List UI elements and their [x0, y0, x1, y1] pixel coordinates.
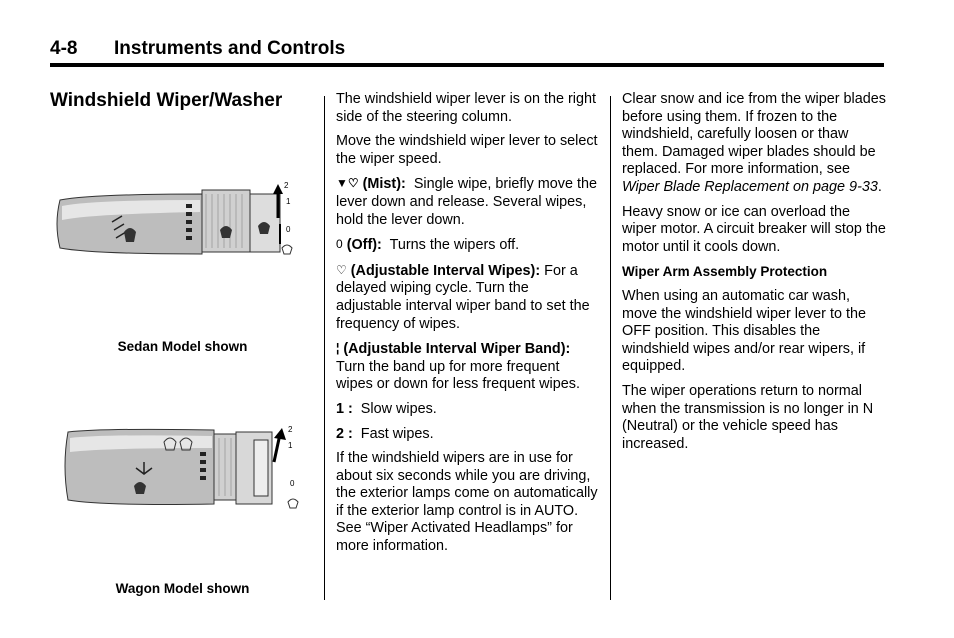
band-item [336, 340, 598, 394]
off-item [336, 236, 598, 255]
return-normal-paragraph: The wiper operations return to normal when the transmission is no longer in N (Neutral) or the vehicle speed has increased. [622, 382, 874, 452]
mist-text: Single wipe, briefly move the lever down and release. Several wipes, hold the lever down. [336, 176, 597, 228]
snow-paragraph [622, 91, 886, 197]
speed-2-item [336, 426, 598, 444]
interval-label: (Adjustable Interval Wipes): [350, 262, 541, 279]
page-header [50, 38, 884, 66]
section-title: Instruments and Controls [114, 38, 346, 59]
speed-1-item [336, 401, 598, 419]
sedan-lever-illustration [52, 182, 302, 264]
interval-item [336, 262, 598, 333]
speed-1-text: Slow wipes. [360, 400, 437, 417]
sedan-caption: Sedan Model shown [117, 339, 248, 354]
mist-icon: ▼♡ [336, 176, 359, 191]
lever-mark-1: 1 [288, 441, 293, 450]
off-icon: 0 [336, 237, 343, 252]
overload-paragraph: Heavy snow or ice can overload the wiper motor. A circuit breaker will stop the motor until it cools down. [622, 203, 886, 255]
band-label: (Adjustable Interval Wiper Band): [343, 341, 571, 358]
lever-mark-2: 2 [288, 425, 293, 434]
right-column [622, 91, 886, 460]
middle-column [336, 91, 598, 563]
lever-mark-1: 1 [286, 197, 291, 206]
cross-reference-link[interactable]: Wiper Blade Replacement on page 9-33 [622, 178, 878, 195]
snow-text: Clear snow and ice from the wiper blades before using them. If frozen to the windshield, carefully loosen or thaw them. Damaged wiper blades should be replaced. For more information, see [622, 91, 886, 178]
page-number: 4-8 [50, 38, 78, 59]
column-divider [610, 96, 611, 600]
car-wash-paragraph: When using an automatic car wash, move the windshield wiper lever to the OFF position. This disables the windshield wipes and/or rear wipers, if equipped. [622, 287, 866, 375]
off-label: (Off): [346, 237, 382, 254]
speed-2-text: Fast wipes. [360, 425, 434, 442]
speed-2-label: 2 : [336, 425, 353, 442]
speed-1-label: 1 : [336, 400, 353, 417]
interval-wipe-icon: ♡ [336, 262, 347, 277]
header-rule [50, 63, 884, 67]
wagon-lever-illustration [64, 424, 310, 514]
subsection-heading: Wiper Arm Assembly Protection [622, 264, 828, 280]
band-text: Turn the band up for more frequent wipes or down for less frequent wipes. [336, 358, 580, 393]
snow-text-end: . [877, 178, 882, 195]
page-title: Windshield Wiper/Washer [50, 90, 283, 111]
interval-band-icon: ¦ [336, 341, 340, 356]
lever-mark-2: 2 [284, 182, 289, 190]
interval-text: For a delayed wiping cycle. Turn the adjustable interval wiper band to set the frequency of wipes. [336, 262, 590, 332]
intro-paragraph: The windshield wiper lever is on the right side of the steering column. [336, 91, 596, 125]
wagon-caption: Wagon Model shown [115, 581, 250, 596]
auto-headlamps-paragraph: If the windshield wipers are in use for about six seconds while you are driving, the exterior lamps come on automatically if the exterior lamp control is in AUTO. See “Wiper Activated Headlamps” for more information. [336, 450, 598, 555]
speed-paragraph: Move the windshield wiper lever to select the wiper speed. [336, 133, 598, 167]
mist-item [336, 175, 598, 229]
lever-mark-0: 0 [286, 225, 291, 234]
column-divider [324, 96, 325, 600]
lever-mark-0: 0 [290, 479, 295, 488]
mist-label: (Mist): [362, 176, 406, 193]
off-text: Turns the wipers off. [389, 237, 520, 254]
